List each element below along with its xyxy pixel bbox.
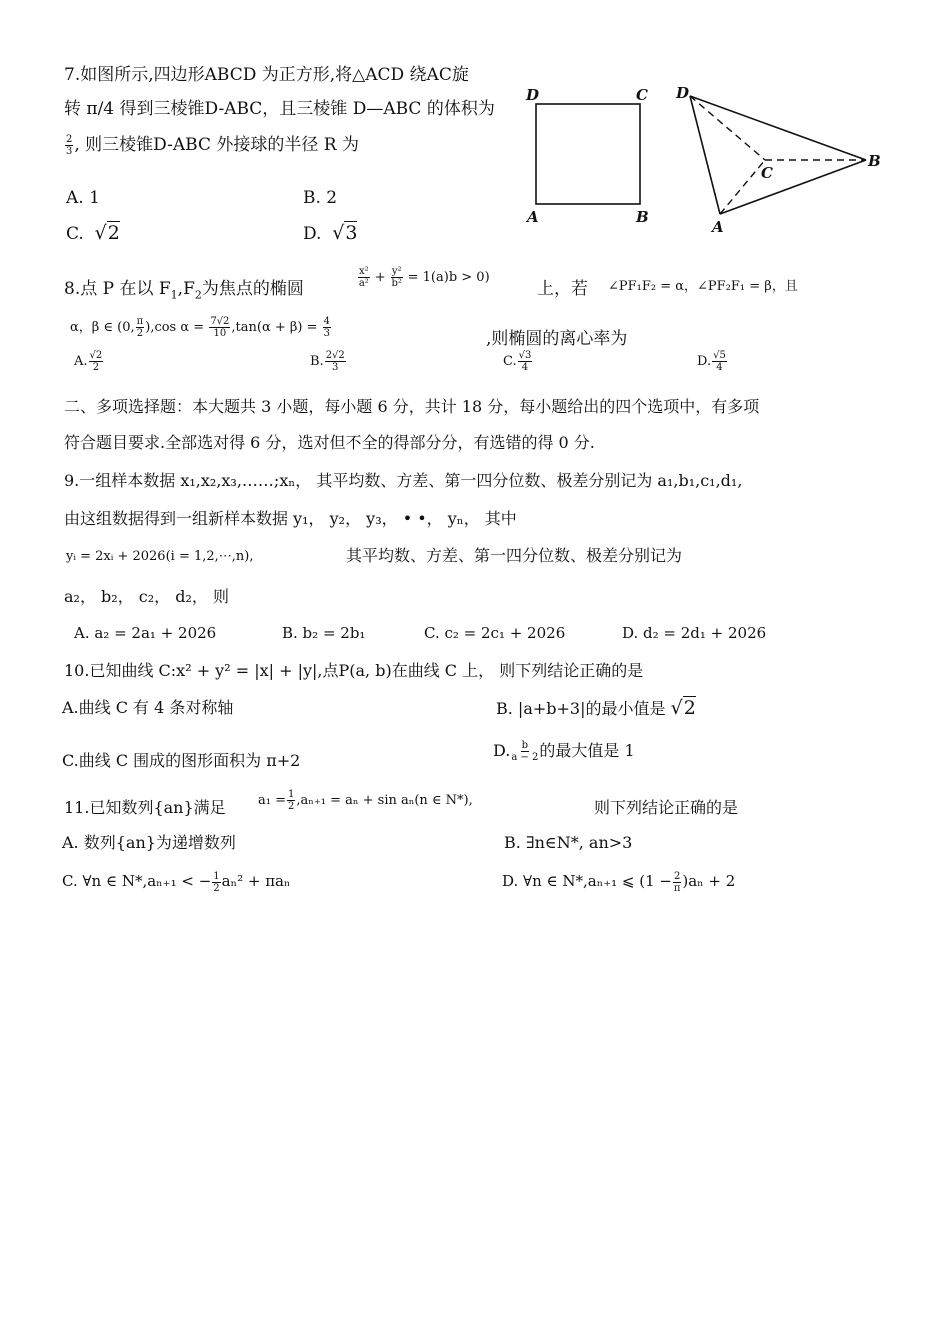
sqrt-symbol: √2 [670,697,696,719]
square-label-a: A [527,208,539,226]
square-label-b: B [636,208,649,226]
q7-option-c: C. √2 [66,222,120,244]
pyramid-edge-db [690,96,866,160]
q9-line2: 由这组数据得到一组新样本数据 y₁， y₂， y₃， • •， yₙ， 其中 [64,509,517,528]
q8-angles: ∠PF₁F₂ = α，∠PF₂F₁ = β，且 [608,279,798,294]
pyramid-label-c: C [761,164,773,182]
pyramid-label-b: B [868,152,881,170]
section2-line1: 二、多项选择题：本大题共 3 小题，每小题 6 分，共计 18 分，每小题给出的四个选项中，有多项 [64,397,760,416]
q7-line2: 转 π/4 得到三棱锥D-ABC，且三棱锥 D—ABC 的体积为 [64,99,495,119]
q11-question: 则下列结论正确的是 [594,798,739,817]
q8-option-c: C. $\frac{√3}{4}$ [503,350,532,373]
q8-option-a: A. $\frac{√2}{2}$ [74,350,103,373]
q9-line3-text: 其平均数、方差、第一四分位数、极差分别记为 [346,546,683,565]
q11-intro: 11.已知数列{an}满足 [64,798,226,817]
pyramid-label-d: D [676,84,690,102]
q7-line3: $\frac{2}{3}$ , 则三棱锥D-ABC 外接球的半径 R 为 [66,134,359,157]
q10-option-c: C.曲线 C 围成的图形面积为 π+2 [62,751,301,770]
q7-volume-fraction: $\frac{2}{3}$ [66,134,73,157]
q11-option-d: D. ∀n ∈ N*,aₙ₊₁ ⩽ (1 − $\frac{2}{\pi}$ )aₙ + 2 [502,870,736,894]
pyramid-edge-ab [720,160,866,214]
pyramid-edge-da [690,96,720,214]
q9-option-b: B. b₂ = 2b₁ [282,624,366,642]
sqrt-symbol: √2 [94,222,120,244]
q10-option-d: D. $\frac{b}{a - 2}$ 的最大值是 1 [493,740,635,763]
q8-line2: α，β ∈ (0, $\frac{\pi}{2}$ ),cos α = $\frac{7√2}{10}$ ,tan(α + β) = $\frac{4}{3}$ [70,316,331,339]
q7-option-b: B. 2 [303,188,338,208]
q7-line1: 7.如图所示,四边形ABCD 为正方形,将△ACD 绕AC旋 [64,65,469,85]
sqrt-symbol: √3 [332,222,358,244]
q8-option-d: D. $\frac{√5}{4}$ [697,350,726,373]
pyramid-edge-dc [690,96,765,160]
q9-option-c: C. c₂ = 2c₁ + 2026 [424,624,566,642]
q7-option-d: D. √3 [303,222,358,244]
q10-line: 10.已知曲线 C:x² + y² = |x| + |y|,点P(a, b)在曲线 C 上， 则下列结论正确的是 [64,661,644,680]
q8-condition: 上，若 [537,279,588,299]
q9-line4: a₂， b₂， c₂， d₂， 则 [64,587,229,606]
q9-line1: 9.一组样本数据 x₁,x₂,x₃,……;xₙ， 其平均数、方差、第一四分位数、极差分别记为 a₁,b₁,c₁,d₁, [64,471,743,490]
q9-option-a: A. a₂ = 2a₁ + 2026 [74,624,217,642]
square-label-d: D [526,86,540,104]
q10-option-a: A.曲线 C 有 4 条对称轴 [62,698,234,717]
q11-option-c: C. ∀n ∈ N*,aₙ₊₁ < − $\frac{1}{2}$ aₙ² + πaₙ [62,870,291,894]
q8-line1: 8.点 P 在以 $F_1,F_2$为焦点的椭圆 [64,279,304,302]
q11-option-b: B. ∃n∈N*, an>3 [504,833,633,852]
q11-option-a: A. 数列{an}为递增数列 [62,833,236,852]
q10-option-b: B. |a+b+3|的最小值是 √2 [496,697,696,719]
q8-ellipse-equation: $\frac{\text{x²}}{\text{a²}}$ + $\frac{\text{y²}}{\text{b²}}$ = 1(a)b > 0) [358,266,490,289]
q11-recurrence: a₁ = $\frac{1}{2}$ ,aₙ₊₁ = aₙ + sin aₙ(n ∈ N*), [258,789,473,812]
q8-question: ,则椭圆的离心率为 [486,329,628,349]
section2-line2: 符合题目要求.全部选对得 6 分，选对但不全的得部分分，有选错的得 0 分. [64,433,595,452]
square-abcd [536,104,640,204]
q7-option-a: A. 1 [66,188,100,208]
pyramid-label-a: A [712,218,724,236]
q9-formula: yᵢ = 2xᵢ + 2026(i = 1,2,⋯,n), [66,549,254,564]
q9-option-d: D. d₂ = 2d₁ + 2026 [622,624,767,642]
q8-option-b: B. $\frac{2√2}{3}$ [310,350,345,373]
square-label-c: C [636,86,648,104]
